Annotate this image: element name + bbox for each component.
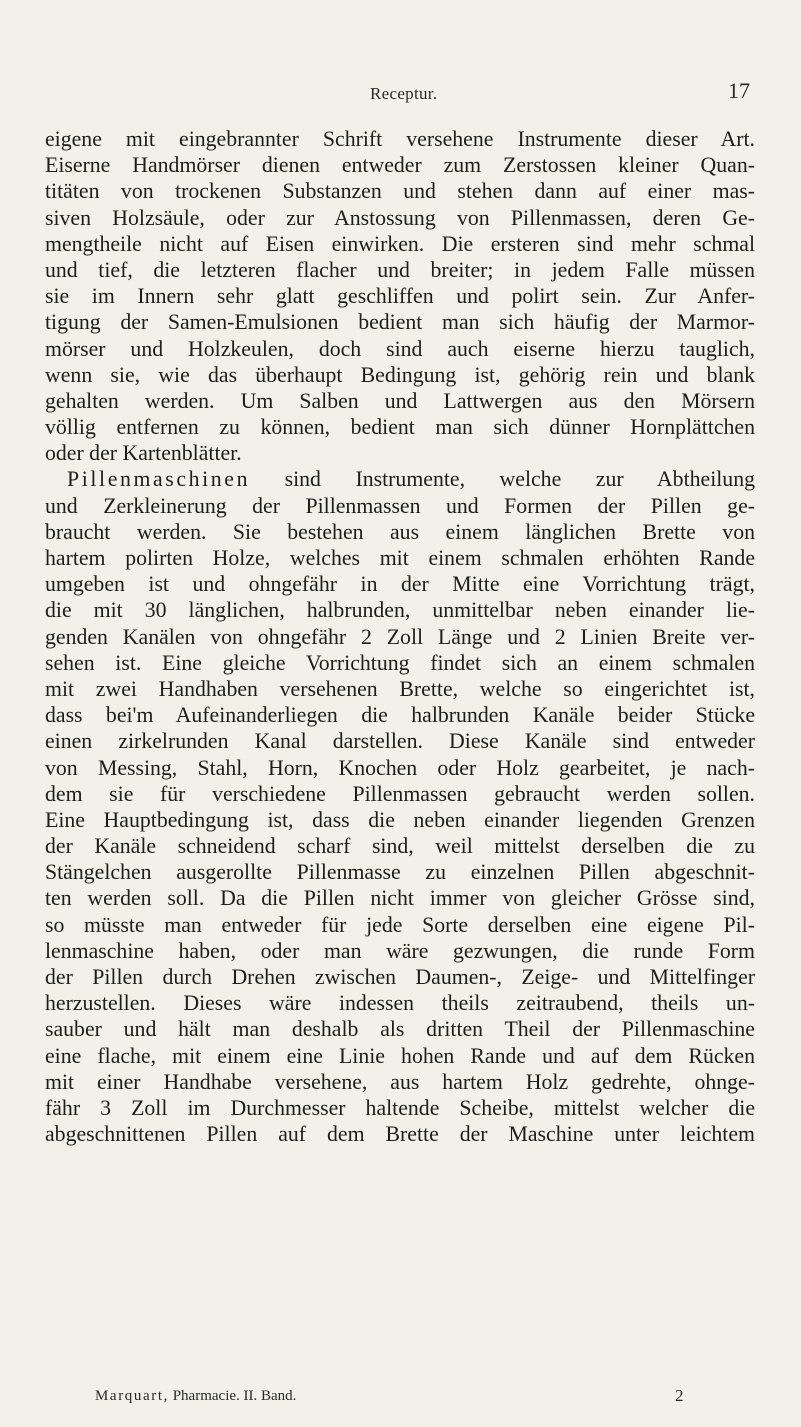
text-line: völlig entfernen zu können, bedient man sich dünner Hornplättchen — [45, 415, 755, 440]
text-line: genden Kanälen von ohngefähr 2 Zoll Länge und 2 Linien Breite ver- — [45, 624, 755, 649]
text-line: abgeschnittenen Pillen auf dem Brette der Maschine unter leichtem — [45, 1122, 755, 1147]
text-line: lenmaschine haben, oder man wäre gezwungen, die runde Form — [45, 938, 755, 963]
text-line: siven Holzsäule, oder zur Anstossung von Pillenmassen, deren Ge- — [45, 205, 755, 230]
text-line: fähr 3 Zoll im Durchmesser haltende Scheibe, mittelst welcher die — [45, 1095, 755, 1120]
text-line: von Messing, Stahl, Horn, Knochen oder Holz gearbeitet, je nach- — [45, 755, 755, 780]
text-line: herzustellen. Dieses wäre indessen theils zeitraubend, theils un- — [45, 991, 755, 1016]
text-line: so müsste man entweder für jede Sorte derselben eine eigene Pil- — [45, 912, 755, 937]
text-line: mörser und Holzkeulen, doch sind auch eiserne hierzu tauglich, — [45, 336, 755, 361]
text-line: mit zwei Handhaben versehenen Brette, welche so eingerichtet ist, — [45, 676, 755, 701]
paragraph-2-first-line — [45, 466, 755, 492]
text-line: wenn sie, wie das überhaupt Bedingung ist, gehörig rein und blank — [45, 362, 755, 387]
signature-line — [95, 1388, 695, 1405]
text-line: Stängelchen ausgerollte Pillenmasse zu einzelnen Pillen abgeschnit- — [45, 860, 755, 885]
text-line: umgeben ist und ohngefähr in der Mitte eine Vorrichtung trägt, — [45, 572, 755, 597]
text-line: die mit 30 länglichen, halbrunden, unmittelbar neben einander lie- — [45, 598, 755, 623]
sheet-number: 2 — [675, 1386, 684, 1405]
text-line: einen zirkelrunden Kanal darstellen. Diese Kanäle sind entweder — [45, 729, 755, 754]
text-line: titäten von trockenen Substanzen und stehen dann auf einer mas- — [45, 179, 755, 204]
signature-title: Pharmacie. II. Band. — [172, 1388, 297, 1404]
text-line: und tief, die letzteren flacher und breiter; in jedem Falle müssen — [45, 257, 755, 282]
text-line: mengtheile nicht auf Eisen einwirken. Die ersteren sind mehr schmal — [45, 231, 755, 256]
text-line: mit einer Handhabe versehene, aus hartem Holz gedrehte, ohnge- — [45, 1069, 755, 1094]
text-line: oder der Kartenblätter. — [45, 441, 242, 466]
text-line: sauber und hält man deshalb als dritten Theil der Pillenmaschine — [45, 1017, 755, 1042]
text-line: sie im Innern sehr glatt geschliffen und polirt sein. Zur Anfer- — [45, 284, 755, 309]
text-line: Eiserne Handmörser dienen entweder zum Zerstossen kleiner Quan- — [45, 153, 755, 178]
page-number: 17 — [728, 78, 750, 103]
term-pillenmaschinen: Pillenmaschinen — [67, 467, 251, 492]
text-line: gehalten werden. Um Salben und Lattwergen aus den Mörsern — [45, 388, 755, 413]
text-line: und Zerkleinerung der Pillenmassen und Formen der Pillen ge- — [45, 493, 755, 518]
text-line: dass bei'm Aufeinanderliegen die halbrunden Kanäle beider Stücke — [45, 703, 755, 728]
text-line: sehen ist. Eine gleiche Vorrichtung findet sich an einem schmalen — [45, 650, 755, 675]
text-line: Eine Hauptbedingung ist, dass die neben einander liegenden Grenzen — [45, 807, 755, 832]
text-line: der Kanäle schneidend scharf sind, weil mittelst derselben die zu — [45, 834, 755, 859]
running-head: Receptur. — [370, 84, 438, 103]
text-line: ten werden soll. Da die Pillen nicht immer von gleicher Grösse sind, — [45, 886, 755, 911]
body-text — [45, 126, 755, 1147]
text-span: sind Instrumente, welche zur Abtheilung — [284, 467, 755, 492]
text-line: der Pillen durch Drehen zwischen Daumen-, Zeige- und Mittelfinger — [45, 965, 755, 989]
text-line: braucht werden. Sie bestehen aus einem länglichen Brette von — [45, 519, 755, 544]
signature-author: Marquart, — [95, 1388, 169, 1404]
text-line: eine flache, mit einem eine Linie hohen Rande und auf dem Rücken — [45, 1043, 755, 1068]
text-line: hartem polirten Holze, welches mit einem schmalen erhöhten Rande — [45, 546, 755, 570]
text-line: dem sie für verschiedene Pillenmassen gebraucht werden sollen. — [45, 781, 755, 806]
text-line: tigung der Samen-Emulsionen bedient man sich häufig der Marmor- — [45, 310, 755, 335]
text-line: eigene mit eingebrannter Schrift versehene Instrumente dieser Art. — [45, 127, 755, 151]
